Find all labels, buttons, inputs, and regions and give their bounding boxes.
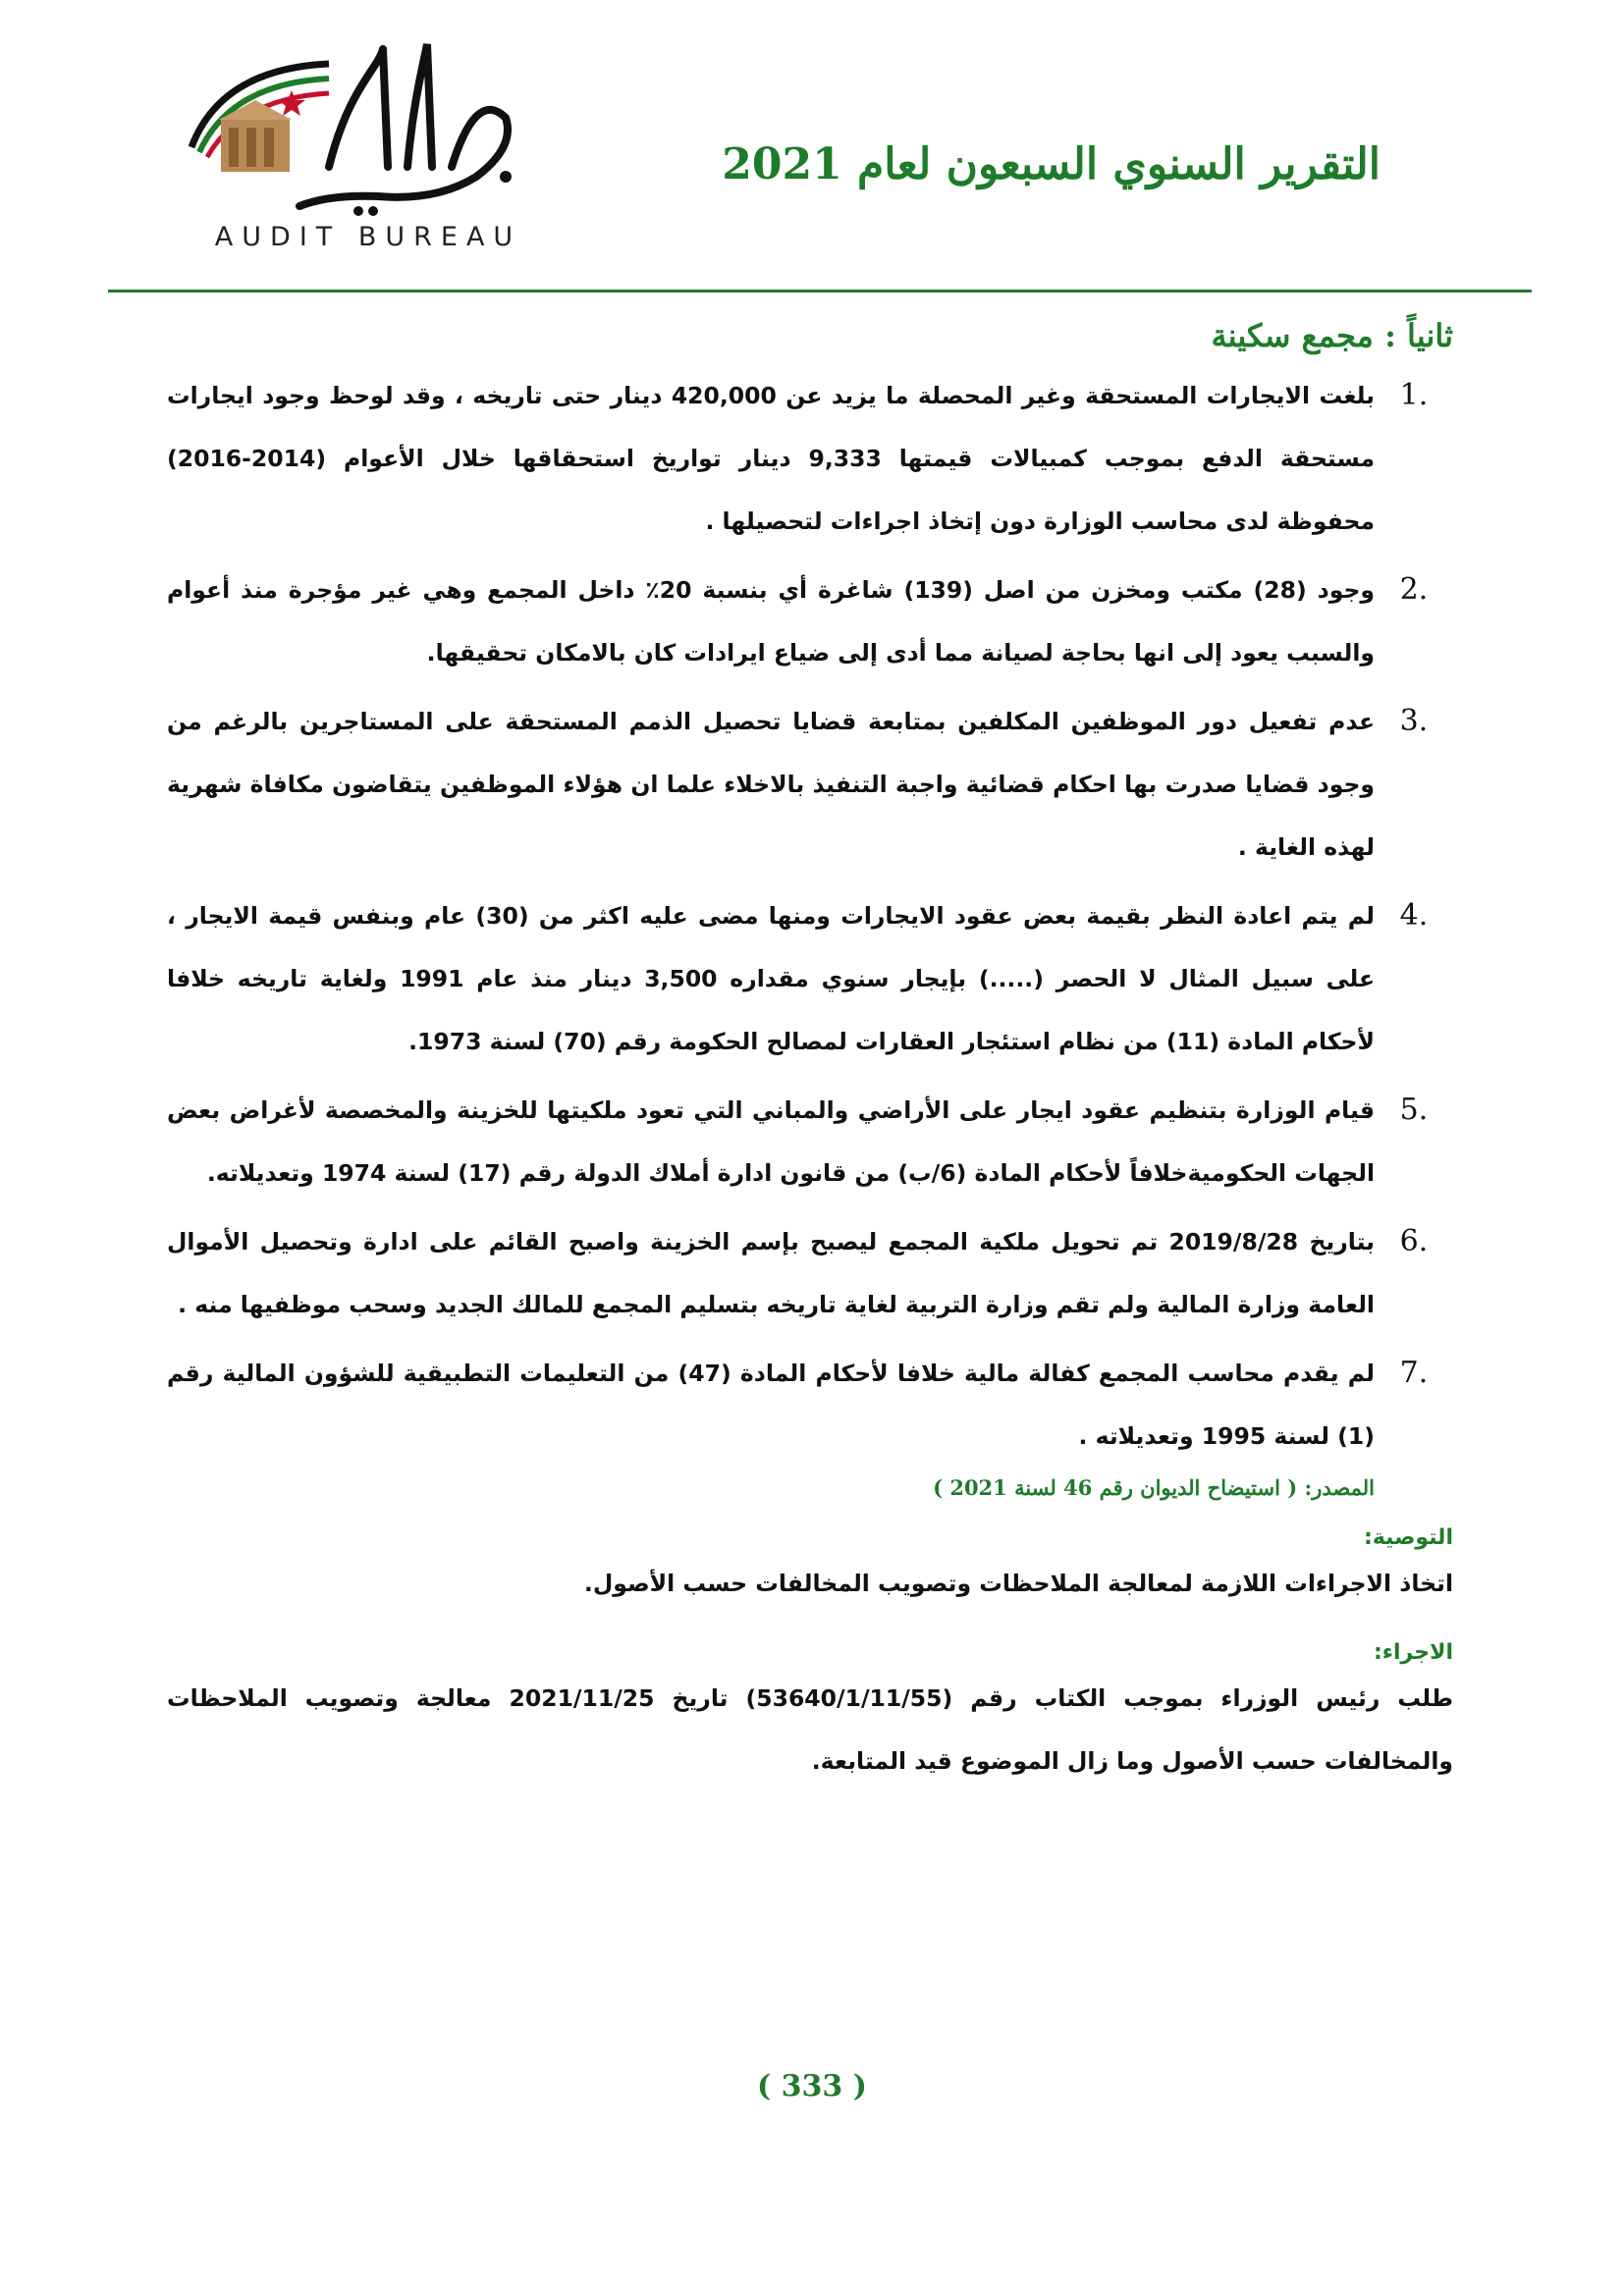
- list-item: [167, 884, 1453, 1073]
- source-note: المصدر: ( استيضاح الديوان رقم 46 لسنة 2021 ): [933, 1475, 1375, 1500]
- item-number: .3: [1399, 704, 1429, 738]
- item-number: .6: [1399, 1224, 1429, 1258]
- list-item: [167, 690, 1453, 879]
- item-text: بتاريخ 2019/8/28 تم تحويل ملكية المجمع ليصبح بإسم الخزينة واصبح القائم على ادارة وتحصيل الأموال العامة وزارة المالية ولم تقم وزارة التربية لغاية تاريخه بتسليم المجمع للمالك الجديد وسحب موظفيها منه .: [167, 1228, 1375, 1318]
- item-number: .4: [1399, 898, 1429, 933]
- section-heading: ثانياً : مجمع سكينة: [1211, 317, 1453, 354]
- item-text: وجود (28) مكتب ومخزن من اصل (139) شاغرة أي بنسبة 20٪ داخل المجمع وهي غير مؤجرة منذ أعوام والسبب يعود إلى انها بحاجة لصيانة مما أدى إلى ضياع ايرادات كان بالامكان تحقيقها.: [167, 576, 1375, 667]
- item-number: .1: [1399, 378, 1429, 412]
- action-text: طلب رئيس الوزراء بموجب الكتاب رقم (53640/1/11/55) تاريخ 2021/11/25 معالجة وتصويب الملاحظات والمخالفات حسب الأصول وما زال الموضوع قيد المتابعة.: [167, 1684, 1453, 1775]
- item-text: عدم تفعيل دور الموظفين المكلفين بمتابعة قضايا تحصيل الذمم المستحقة على المستاجرين بالرغم من وجود قضايا صدرت بها احكام قضائية واجبة التنفيذ بالاخلاء علما ان هؤلاء الموظفين يتقاضون مكافاة شهرية لهذه الغاية .: [167, 708, 1375, 861]
- list-item: [167, 364, 1453, 553]
- list-item: [167, 1342, 1453, 1468]
- item-number: .2: [1399, 572, 1429, 607]
- list-item: [167, 1210, 1453, 1336]
- logo-emblem: [182, 29, 555, 226]
- list-item: [167, 1079, 1453, 1204]
- audit-bureau-logo: [182, 29, 555, 255]
- logo-caption: AUDIT BUREAU: [214, 222, 522, 252]
- main-content: [167, 309, 1453, 1792]
- item-number: .7: [1399, 1356, 1429, 1390]
- item-text: قيام الوزارة بتنظيم عقود ايجار على الأراضي والمباني التي تعود ملكيتها للخزينة والمخصصة لأغراض بعض الجهات الحكوميةخلافاً لأحكام المادة (6/ب) من قانون ادارة أملاك الدولة رقم (17) لسنة 1974 وتعديلاته.: [167, 1096, 1375, 1187]
- recommendation-text: اتخاذ الاجراءات اللازمة لمعالجة الملاحظات وتصويب المخالفات حسب الأصول.: [583, 1570, 1453, 1597]
- page-header: [0, 0, 1624, 294]
- report-title: التقرير السنوي السبعون لعام 2021: [722, 139, 1380, 189]
- recommendation-heading: التوصية:: [1364, 1525, 1453, 1550]
- list-item: [167, 559, 1453, 684]
- item-text: لم يقدم محاسب المجمع كفالة مالية خلافا لأحكام المادة (47) من التعليمات التطبيقية للشؤون المالية رقم (1) لسنة 1995 وتعديلاته .: [167, 1360, 1375, 1450]
- item-text: بلغت الايجارات المستحقة وغير المحصلة ما يزيد عن 420,000 دينار حتى تاريخه ، وقد لوحظ وجود ايجارات مستحقة الدفع بموجب كمبيالات قيمتها 9,333 دينار تواريخ استحقاقها خلال الأعوام (2014-2016) محفوظة لدى محاسب الوزارة دون إتخاذ اجراءات لتحصيلها .: [167, 382, 1375, 535]
- header-divider: [108, 290, 1532, 293]
- action-heading: الاجراء:: [1373, 1640, 1453, 1665]
- page-number: ( 333 ): [757, 2069, 867, 2104]
- item-text: لم يتم اعادة النظر بقيمة بعض عقود الايجارات ومنها مضى عليه اكثر من (30) عام وبنفس قيمة الايجار ، على سبيل المثال لا الحصر (.....) بإيجار سنوي مقداره 3,500 دينار منذ عام 1991 ولغاية تاريخه خلافا لأحكام المادة (11) من نظام استئجار العقارات لمصالح الحكومة رقم (70) لسنة 1973.: [167, 902, 1376, 1055]
- item-number: .5: [1399, 1093, 1429, 1127]
